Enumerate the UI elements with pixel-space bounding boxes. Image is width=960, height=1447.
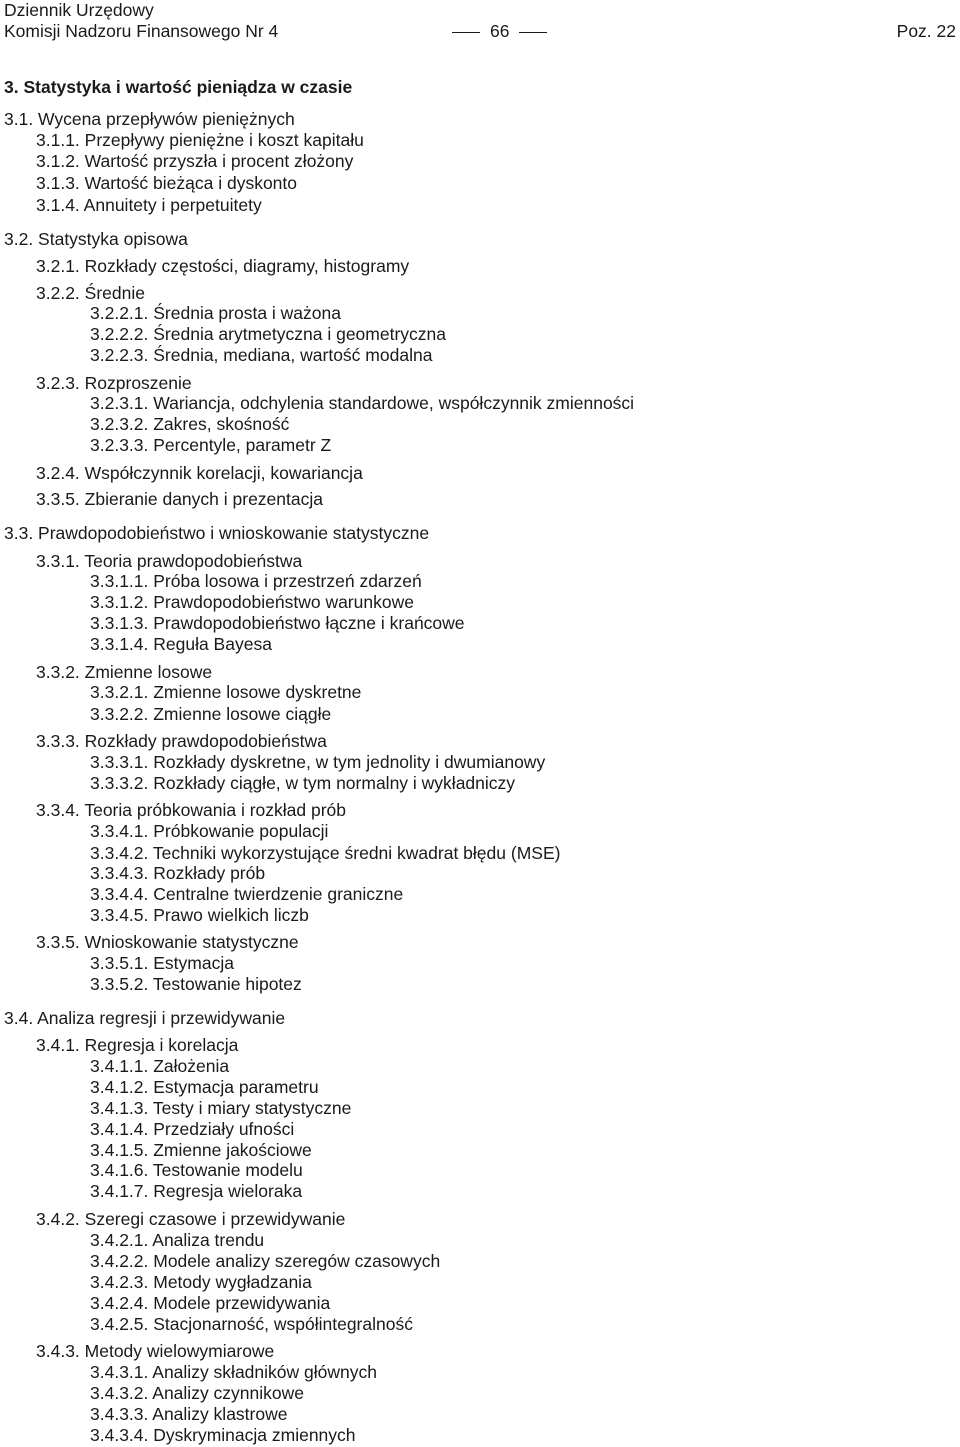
toc-entry: 3.2.3.1. Wariancja, odchylenia standardowe, współczynnik zmienności [90, 393, 635, 413]
toc-entry: 3.3.1.4. Reguła Bayesa [90, 634, 272, 654]
toc-entry: 3.4.1.1. Założenia [90, 1056, 230, 1076]
toc-entry: 3.4.1.7. Regresja wieloraka [90, 1181, 303, 1201]
toc-entry: 3.3.5. Zbieranie danych i prezentacja [36, 489, 323, 509]
toc-entry: 3.3.1.1. Próba losowa i przestrzeń zdarzeń [90, 571, 422, 591]
toc-entry: 3.1.3. Wartość bieżąca i dyskonto [36, 173, 298, 193]
toc-entry: 3.4.2.1. Analiza trendu [90, 1230, 265, 1250]
toc-entry: 3.4.1.2. Estymacja parametru [90, 1077, 319, 1097]
toc-entry: 3.4.1.3. Testy i miary statystyczne [90, 1098, 352, 1118]
position-number: Poz. 22 [896, 21, 956, 41]
toc-entry: 3.3.2.1. Zmienne losowe dyskretne [90, 682, 362, 702]
toc-entry: 3.2.3.2. Zakres, skośność [90, 414, 290, 434]
toc-entry: 3.3.4.2. Techniki wykorzystujące średni kwadrat błędu (MSE) [90, 843, 561, 863]
toc-entry: 3.4.2.4. Modele przewidywania [90, 1293, 331, 1313]
toc-entry: 3.4.3.1. Analizy składników głównych [90, 1362, 377, 1382]
toc-entry: 3.1.4. Annuitety i perpetuitety [36, 195, 262, 215]
toc-entry: 3.1.2. Wartość przyszła i procent złożony [36, 151, 354, 171]
toc-entry: 3.3. Prawdopodobieństwo i wnioskowanie statystyczne [4, 523, 430, 543]
toc-entry: 3.2. Statystyka opisowa [4, 229, 188, 249]
toc-entry: 3.4.3.3. Analizy klastrowe [90, 1404, 288, 1424]
toc-entry: 3. Statystyka i wartość pieniądza w czasie [4, 77, 353, 97]
journal-title [4, 0, 278, 42]
toc-entry: 3.2.2. Średnie [36, 283, 145, 303]
toc-entry: 3.3.1. Teoria prawdopodobieństwa [36, 551, 303, 571]
toc-entry: 3.3.5. Wnioskowanie statystyczne [36, 932, 299, 952]
toc-entry: 3.4.2.5. Stacjonarność, współintegralność [90, 1314, 413, 1334]
toc-entry: 3.3.4.4. Centralne twierdzenie graniczne [90, 884, 404, 904]
toc-entry: 3.4. Analiza regresji i przewidywanie [4, 1008, 286, 1028]
toc-entry: 3.2.2.2. Średnia arytmetyczna i geometryczna [90, 324, 447, 344]
toc-entry: 3.2.2.1. Średnia prosta i ważona [90, 303, 341, 323]
toc-entry: 3.4.1. Regresja i korelacja [36, 1035, 239, 1055]
toc-entry: 3.3.3.2. Rozkłady ciągłe, w tym normalny i wykładniczy [90, 773, 516, 793]
toc-entry: 3.3.4.3. Rozkłady prób [90, 863, 266, 883]
toc-entry: 3.4.2. Szeregi czasowe i przewidywanie [36, 1209, 346, 1229]
toc-entry: 3.4.1.6. Testowanie modelu [90, 1160, 303, 1180]
toc-entry: 3.1.1. Przepływy pieniężne i koszt kapitału [36, 130, 364, 150]
toc-entry: 3.3.3. Rozkłady prawdopodobieństwa [36, 731, 327, 751]
toc-entry: 3.2.3. Rozproszenie [36, 373, 192, 393]
dash-left [452, 32, 480, 33]
toc-entry: 3.4.3.2. Analizy czynnikowe [90, 1383, 305, 1403]
toc-entry: 3.1. Wycena przepływów pieniężnych [4, 109, 295, 129]
toc-entry: 3.4.3. Metody wielowymiarowe [36, 1341, 275, 1361]
toc-entry: 3.3.5.2. Testowanie hipotez [90, 974, 302, 994]
toc-entry: 3.3.2. Zmienne losowe [36, 662, 213, 682]
page-number-block [442, 21, 557, 42]
journal-title-line2: Komisji Nadzoru Finansowego Nr 4 [4, 21, 279, 41]
toc-entry: 3.3.4.1. Próbkowanie populacji [90, 821, 329, 841]
toc-entry: 3.2.3.3. Percentyle, parametr Z [90, 435, 332, 455]
toc-entry: 3.3.4. Teoria próbkowania i rozkład prób [36, 800, 347, 820]
toc-entry: 3.2.1. Rozkłady częstości, diagramy, histogramy [36, 256, 410, 276]
page-number: 66 [490, 21, 510, 41]
journal-title-line1: Dziennik Urzędowy [4, 0, 154, 20]
toc-entry: 3.4.3.4. Dyskryminacja zmiennych [90, 1425, 356, 1445]
toc-entry: 3.4.1.4. Przedziały ufności [90, 1119, 295, 1139]
toc-entry: 3.3.1.3. Prawdopodobieństwo łączne i krańcowe [90, 613, 465, 633]
toc-entry: 3.3.5.1. Estymacja [90, 953, 234, 973]
toc-entry: 3.3.3.1. Rozkłady dyskretne, w tym jednolity i dwumianowy [90, 752, 546, 772]
toc-entry: 3.4.2.2. Modele analizy szeregów czasowych [90, 1251, 441, 1271]
toc-entry: 3.2.4. Współczynnik korelacji, kowariancja [36, 463, 363, 483]
page-header [0, 0, 960, 44]
toc-entry: 3.3.1.2. Prawdopodobieństwo warunkowe [90, 592, 414, 612]
toc-entry: 3.4.2.3. Metody wygładzania [90, 1272, 312, 1292]
toc-entry: 3.4.1.5. Zmienne jakościowe [90, 1140, 312, 1160]
dash-right [519, 32, 547, 33]
toc-entry: 3.2.2.3. Średnia, mediana, wartość modalna [90, 345, 433, 365]
toc-entry: 3.3.2.2. Zmienne losowe ciągłe [90, 704, 332, 724]
toc-entry: 3.3.4.5. Prawo wielkich liczb [90, 905, 309, 925]
